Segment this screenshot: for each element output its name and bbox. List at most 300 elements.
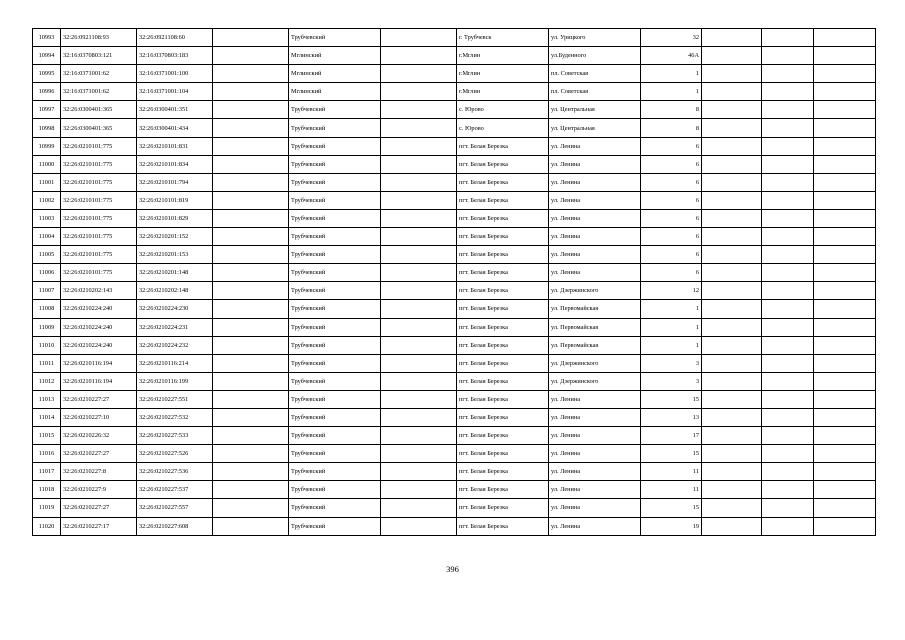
settlement-cell: пгт. Белая Березка	[457, 354, 549, 372]
row-number-cell: 10998	[33, 119, 61, 137]
settlement-cell: пгт. Белая Березка	[457, 390, 549, 408]
cadastral-number-object-cell: 32:26:0210227:533	[137, 427, 213, 445]
empty-cell-cell	[814, 29, 876, 47]
empty-cell-cell	[213, 445, 289, 463]
empty-cell-cell	[213, 372, 289, 390]
row-number-cell: 11011	[33, 354, 61, 372]
row-number-cell: 11020	[33, 517, 61, 535]
empty-cell-cell	[814, 228, 876, 246]
empty-cell-cell	[762, 427, 814, 445]
empty-cell-cell	[381, 101, 457, 119]
cadastral-number-object-cell: 32:16:0371001:100	[137, 65, 213, 83]
row-number-cell: 11008	[33, 300, 61, 318]
empty-cell-cell	[702, 228, 762, 246]
row-number-cell: 11005	[33, 246, 61, 264]
empty-cell-cell	[814, 137, 876, 155]
empty-cell-cell	[702, 155, 762, 173]
empty-cell-cell	[381, 83, 457, 101]
house-number-cell: 32	[641, 29, 702, 47]
empty-cell-cell	[702, 318, 762, 336]
empty-cell-cell	[702, 47, 762, 65]
settlement-cell: пгт. Белая Березка	[457, 517, 549, 535]
empty-cell-cell	[213, 463, 289, 481]
cadastral-number-parcel-cell: 32:16:0370803:121	[61, 47, 137, 65]
cadastral-number-object-cell: 32:26:0210116:199	[137, 372, 213, 390]
house-number-cell: 19	[641, 517, 702, 535]
empty-cell-cell	[213, 173, 289, 191]
empty-cell-cell	[381, 264, 457, 282]
empty-cell-cell	[213, 137, 289, 155]
empty-cell-cell	[762, 336, 814, 354]
house-number-cell: 11	[641, 481, 702, 499]
house-number-cell: 1	[641, 318, 702, 336]
street-cell: ул. Ленина	[549, 390, 641, 408]
street-cell: ул. Ленина	[549, 499, 641, 517]
house-number-cell: 6	[641, 246, 702, 264]
empty-cell-cell	[814, 445, 876, 463]
settlement-cell: пгт. Белая Березка	[457, 209, 549, 227]
empty-cell-cell	[213, 246, 289, 264]
district-cell: Трубчевский	[289, 246, 381, 264]
district-cell: Трубчевский	[289, 372, 381, 390]
empty-cell-cell	[702, 300, 762, 318]
empty-cell-cell	[213, 300, 289, 318]
district-cell: Трубчевский	[289, 408, 381, 426]
empty-cell-cell	[381, 354, 457, 372]
cadastral-number-parcel-cell: 32:16:0371001:62	[61, 65, 137, 83]
empty-cell-cell	[213, 390, 289, 408]
cadastral-number-object-cell: 32:26:0210227:536	[137, 463, 213, 481]
cadastral-number-parcel-cell: 32:26:0210226:32	[61, 427, 137, 445]
empty-cell-cell	[213, 47, 289, 65]
district-cell: Мглинский	[289, 65, 381, 83]
row-number-cell: 11006	[33, 264, 61, 282]
empty-cell-cell	[381, 427, 457, 445]
empty-cell-cell	[381, 209, 457, 227]
district-cell: Трубчевский	[289, 228, 381, 246]
empty-cell-cell	[814, 354, 876, 372]
district-cell: Трубчевский	[289, 300, 381, 318]
house-number-cell: 6	[641, 155, 702, 173]
street-cell: ул. Ленина	[549, 427, 641, 445]
settlement-cell: пгт. Белая Березка	[457, 463, 549, 481]
row-number-cell: 10994	[33, 47, 61, 65]
empty-cell-cell	[702, 282, 762, 300]
empty-cell-cell	[381, 481, 457, 499]
empty-cell-cell	[381, 155, 457, 173]
district-cell: Трубчевский	[289, 390, 381, 408]
empty-cell-cell	[381, 318, 457, 336]
cadastral-number-object-cell: 32:26:0300401:434	[137, 119, 213, 137]
street-cell: ул. Центральная	[549, 119, 641, 137]
row-number-cell: 11003	[33, 209, 61, 227]
cadastral-number-object-cell: 32:16:0370803:183	[137, 47, 213, 65]
empty-cell-cell	[814, 481, 876, 499]
table-row	[33, 481, 876, 499]
house-number-cell: 3	[641, 372, 702, 390]
empty-cell-cell	[762, 445, 814, 463]
empty-cell-cell	[762, 408, 814, 426]
empty-cell-cell	[381, 517, 457, 535]
district-cell: Трубчевский	[289, 209, 381, 227]
table-row	[33, 408, 876, 426]
table-row	[33, 300, 876, 318]
empty-cell-cell	[814, 101, 876, 119]
cadastral-number-parcel-cell: 32:26:0210101:775	[61, 173, 137, 191]
empty-cell-cell	[814, 463, 876, 481]
empty-cell-cell	[762, 390, 814, 408]
street-cell: ул. Урицкого	[549, 29, 641, 47]
empty-cell-cell	[814, 83, 876, 101]
empty-cell-cell	[381, 282, 457, 300]
empty-cell-cell	[213, 282, 289, 300]
house-number-cell: 3	[641, 354, 702, 372]
empty-cell-cell	[381, 173, 457, 191]
empty-cell-cell	[702, 463, 762, 481]
empty-cell-cell	[814, 47, 876, 65]
empty-cell-cell	[814, 246, 876, 264]
cadastral-number-parcel-cell: 32:26:0210101:775	[61, 137, 137, 155]
settlement-cell: пгт. Белая Березка	[457, 173, 549, 191]
empty-cell-cell	[702, 372, 762, 390]
empty-cell-cell	[814, 300, 876, 318]
empty-cell-cell	[702, 408, 762, 426]
cadastral-number-parcel-cell: 32:26:0300401:365	[61, 119, 137, 137]
street-cell: ул. Центральная	[549, 101, 641, 119]
row-number-cell: 11019	[33, 499, 61, 517]
settlement-cell: пгт. Белая Березка	[457, 408, 549, 426]
empty-cell-cell	[702, 209, 762, 227]
street-cell: ул. Дзержинского	[549, 354, 641, 372]
street-cell: ул. Первомайская	[549, 318, 641, 336]
table-row	[33, 499, 876, 517]
settlement-cell: с. Юрово	[457, 101, 549, 119]
row-number-cell: 11009	[33, 318, 61, 336]
table-row	[33, 155, 876, 173]
empty-cell-cell	[213, 119, 289, 137]
empty-cell-cell	[762, 463, 814, 481]
empty-cell-cell	[702, 137, 762, 155]
empty-cell-cell	[762, 209, 814, 227]
empty-cell-cell	[381, 228, 457, 246]
house-number-cell: 6	[641, 173, 702, 191]
house-number-cell: 8	[641, 119, 702, 137]
empty-cell-cell	[814, 517, 876, 535]
cadastral-number-object-cell: 32:26:0210227:526	[137, 445, 213, 463]
table-row	[33, 372, 876, 390]
street-cell: ул. Ленина	[549, 445, 641, 463]
cadastral-number-object-cell: 32:26:0210101:819	[137, 191, 213, 209]
empty-cell-cell	[762, 29, 814, 47]
street-cell: пл. Советская	[549, 83, 641, 101]
house-number-cell: 13	[641, 408, 702, 426]
settlement-cell: пгт. Белая Березка	[457, 155, 549, 173]
empty-cell-cell	[762, 264, 814, 282]
district-cell: Трубчевский	[289, 318, 381, 336]
empty-cell-cell	[762, 83, 814, 101]
row-number-cell: 10997	[33, 101, 61, 119]
house-number-cell: 1	[641, 65, 702, 83]
table-row	[33, 101, 876, 119]
empty-cell-cell	[702, 481, 762, 499]
cadastral-number-parcel-cell: 32:26:0210101:775	[61, 246, 137, 264]
cadastral-number-object-cell: 32:26:0210227:557	[137, 499, 213, 517]
house-number-cell: 8	[641, 101, 702, 119]
street-cell: ул. Ленина	[549, 264, 641, 282]
cadastral-number-object-cell: 32:26:0210201:148	[137, 264, 213, 282]
registry-table	[32, 28, 876, 536]
table-row	[33, 445, 876, 463]
house-number-cell: 6	[641, 264, 702, 282]
empty-cell-cell	[762, 282, 814, 300]
empty-cell-cell	[814, 318, 876, 336]
house-number-cell: 15	[641, 390, 702, 408]
house-number-cell: 6	[641, 209, 702, 227]
empty-cell-cell	[381, 463, 457, 481]
street-cell: ул. Дзержинского	[549, 282, 641, 300]
empty-cell-cell	[814, 408, 876, 426]
empty-cell-cell	[213, 264, 289, 282]
cadastral-number-parcel-cell: 32:26:0210227:27	[61, 499, 137, 517]
empty-cell-cell	[762, 137, 814, 155]
empty-cell-cell	[814, 372, 876, 390]
empty-cell-cell	[213, 336, 289, 354]
settlement-cell: пгт. Белая Березка	[457, 137, 549, 155]
cadastral-number-parcel-cell: 32:26:0210227:17	[61, 517, 137, 535]
row-number-cell: 11001	[33, 173, 61, 191]
empty-cell-cell	[762, 65, 814, 83]
district-cell: Трубчевский	[289, 517, 381, 535]
row-number-cell: 11015	[33, 427, 61, 445]
row-number-cell: 11002	[33, 191, 61, 209]
empty-cell-cell	[762, 372, 814, 390]
cadastral-number-parcel-cell: 32:26:0210101:775	[61, 209, 137, 227]
district-cell: Трубчевский	[289, 137, 381, 155]
cadastral-number-object-cell: 32:26:0210201:153	[137, 246, 213, 264]
cadastral-number-parcel-cell: 32:26:0300401:365	[61, 101, 137, 119]
empty-cell-cell	[381, 246, 457, 264]
empty-cell-cell	[213, 101, 289, 119]
empty-cell-cell	[762, 191, 814, 209]
empty-cell-cell	[814, 173, 876, 191]
table-row	[33, 119, 876, 137]
table-row	[33, 65, 876, 83]
settlement-cell: пгт. Белая Березка	[457, 372, 549, 390]
cadastral-number-parcel-cell: 32:26:0210224:240	[61, 336, 137, 354]
empty-cell-cell	[213, 65, 289, 83]
street-cell: пл. Советская	[549, 65, 641, 83]
empty-cell-cell	[213, 209, 289, 227]
cadastral-number-parcel-cell: 32:26:0210101:775	[61, 264, 137, 282]
row-number-cell: 11013	[33, 390, 61, 408]
house-number-cell: 12	[641, 282, 702, 300]
cadastral-number-parcel-cell: 32:26:0210101:775	[61, 228, 137, 246]
empty-cell-cell	[762, 499, 814, 517]
cadastral-number-parcel-cell: 32:26:0210116:194	[61, 372, 137, 390]
cadastral-number-object-cell: 32:26:0210101:794	[137, 173, 213, 191]
street-cell: ул. Ленина	[549, 155, 641, 173]
empty-cell-cell	[814, 427, 876, 445]
empty-cell-cell	[762, 119, 814, 137]
empty-cell-cell	[814, 209, 876, 227]
settlement-cell: г. Трубчевск	[457, 29, 549, 47]
cadastral-number-parcel-cell: 32:26:0210101:775	[61, 191, 137, 209]
settlement-cell: пгт. Белая Березка	[457, 499, 549, 517]
empty-cell-cell	[381, 499, 457, 517]
empty-cell-cell	[702, 445, 762, 463]
empty-cell-cell	[702, 83, 762, 101]
empty-cell-cell	[381, 408, 457, 426]
table-row	[33, 29, 876, 47]
settlement-cell: пгт. Белая Березка	[457, 427, 549, 445]
empty-cell-cell	[762, 354, 814, 372]
empty-cell-cell	[213, 318, 289, 336]
empty-cell-cell	[381, 300, 457, 318]
district-cell: Трубчевский	[289, 463, 381, 481]
district-cell: Трубчевский	[289, 336, 381, 354]
row-number-cell: 11016	[33, 445, 61, 463]
empty-cell-cell	[381, 119, 457, 137]
page-number: 396	[446, 564, 459, 574]
empty-cell-cell	[381, 336, 457, 354]
cadastral-number-object-cell: 32:26:0210202:148	[137, 282, 213, 300]
cadastral-number-object-cell: 32:26:0210224:230	[137, 300, 213, 318]
empty-cell-cell	[213, 29, 289, 47]
row-number-cell: 11014	[33, 408, 61, 426]
empty-cell-cell	[762, 47, 814, 65]
house-number-cell: 11	[641, 463, 702, 481]
district-cell: Трубчевский	[289, 481, 381, 499]
street-cell: ул. Ленина	[549, 481, 641, 499]
empty-cell-cell	[213, 427, 289, 445]
cadastral-number-parcel-cell: 32:26:0210202:143	[61, 282, 137, 300]
table-row	[33, 246, 876, 264]
district-cell: Трубчевский	[289, 427, 381, 445]
district-cell: Трубчевский	[289, 101, 381, 119]
row-number-cell: 10996	[33, 83, 61, 101]
district-cell: Трубчевский	[289, 191, 381, 209]
empty-cell-cell	[213, 499, 289, 517]
house-number-cell: 15	[641, 499, 702, 517]
empty-cell-cell	[702, 101, 762, 119]
street-cell: ул.Буденного	[549, 47, 641, 65]
cadastral-number-object-cell: 32:26:0210201:152	[137, 228, 213, 246]
empty-cell-cell	[762, 101, 814, 119]
cadastral-number-object-cell: 32:26:0210101:834	[137, 155, 213, 173]
street-cell: ул. Ленина	[549, 228, 641, 246]
settlement-cell: пгт. Белая Березка	[457, 282, 549, 300]
cadastral-number-parcel-cell: 32:26:0210116:194	[61, 354, 137, 372]
cadastral-number-object-cell: 32:26:0210227:608	[137, 517, 213, 535]
house-number-cell: 1	[641, 83, 702, 101]
table-body	[33, 29, 876, 536]
empty-cell-cell	[702, 29, 762, 47]
house-number-cell: 6	[641, 137, 702, 155]
row-number-cell: 11007	[33, 282, 61, 300]
district-cell: Трубчевский	[289, 445, 381, 463]
empty-cell-cell	[381, 47, 457, 65]
district-cell: Трубчевский	[289, 354, 381, 372]
settlement-cell: пгт. Белая Березка	[457, 481, 549, 499]
street-cell: ул. Ленина	[549, 173, 641, 191]
row-number-cell: 11010	[33, 336, 61, 354]
empty-cell-cell	[381, 65, 457, 83]
table-row	[33, 427, 876, 445]
empty-cell-cell	[814, 499, 876, 517]
cadastral-number-object-cell: 32:26:0210224:232	[137, 336, 213, 354]
empty-cell-cell	[762, 517, 814, 535]
empty-cell-cell	[702, 264, 762, 282]
empty-cell-cell	[213, 354, 289, 372]
table-row	[33, 318, 876, 336]
table-row	[33, 282, 876, 300]
empty-cell-cell	[702, 65, 762, 83]
settlement-cell: пгт. Белая Березка	[457, 336, 549, 354]
empty-cell-cell	[702, 173, 762, 191]
empty-cell-cell	[702, 246, 762, 264]
settlement-cell: пгт. Белая Березка	[457, 246, 549, 264]
empty-cell-cell	[213, 83, 289, 101]
table-row	[33, 354, 876, 372]
cadastral-number-parcel-cell: 32:26:0210227:8	[61, 463, 137, 481]
empty-cell-cell	[702, 119, 762, 137]
empty-cell-cell	[814, 65, 876, 83]
house-number-cell: 17	[641, 427, 702, 445]
table-row	[33, 228, 876, 246]
street-cell: ул. Дзержинского	[549, 372, 641, 390]
street-cell: ул. Ленина	[549, 209, 641, 227]
settlement-cell: г.Мглин	[457, 65, 549, 83]
empty-cell-cell	[702, 354, 762, 372]
empty-cell-cell	[814, 336, 876, 354]
cadastral-number-object-cell: 32:16:0371001:104	[137, 83, 213, 101]
district-cell: Трубчевский	[289, 499, 381, 517]
table-row	[33, 83, 876, 101]
cadastral-number-parcel-cell: 32:26:0210224:240	[61, 300, 137, 318]
empty-cell-cell	[762, 173, 814, 191]
cadastral-number-object-cell: 32:26:0210227:551	[137, 390, 213, 408]
empty-cell-cell	[814, 282, 876, 300]
cadastral-number-parcel-cell: 32:26:0210227:10	[61, 408, 137, 426]
cadastral-number-parcel-cell: 32:26:0210227:9	[61, 481, 137, 499]
cadastral-number-parcel-cell: 32:26:0210224:240	[61, 318, 137, 336]
district-cell: Трубчевский	[289, 155, 381, 173]
empty-cell-cell	[381, 29, 457, 47]
cadastral-number-parcel-cell: 32:26:0210227:27	[61, 390, 137, 408]
table-row	[33, 47, 876, 65]
empty-cell-cell	[702, 427, 762, 445]
cadastral-number-object-cell: 32:26:0300401:351	[137, 101, 213, 119]
empty-cell-cell	[381, 372, 457, 390]
cadastral-number-object-cell: 32:26:0210227:532	[137, 408, 213, 426]
settlement-cell: пгт. Белая Березка	[457, 445, 549, 463]
cadastral-number-object-cell: 32:26:0921108:60	[137, 29, 213, 47]
row-number-cell: 10993	[33, 29, 61, 47]
house-number-cell: 1	[641, 300, 702, 318]
street-cell: ул. Ленина	[549, 191, 641, 209]
row-number-cell: 11004	[33, 228, 61, 246]
empty-cell-cell	[213, 481, 289, 499]
settlement-cell: г.Мглин	[457, 47, 549, 65]
street-cell: ул. Ленина	[549, 517, 641, 535]
empty-cell-cell	[814, 119, 876, 137]
row-number-cell: 11018	[33, 481, 61, 499]
cadastral-number-object-cell: 32:26:0210116:214	[137, 354, 213, 372]
cadastral-number-parcel-cell: 32:26:0921108:93	[61, 29, 137, 47]
empty-cell-cell	[702, 517, 762, 535]
table-row	[33, 191, 876, 209]
empty-cell-cell	[814, 390, 876, 408]
